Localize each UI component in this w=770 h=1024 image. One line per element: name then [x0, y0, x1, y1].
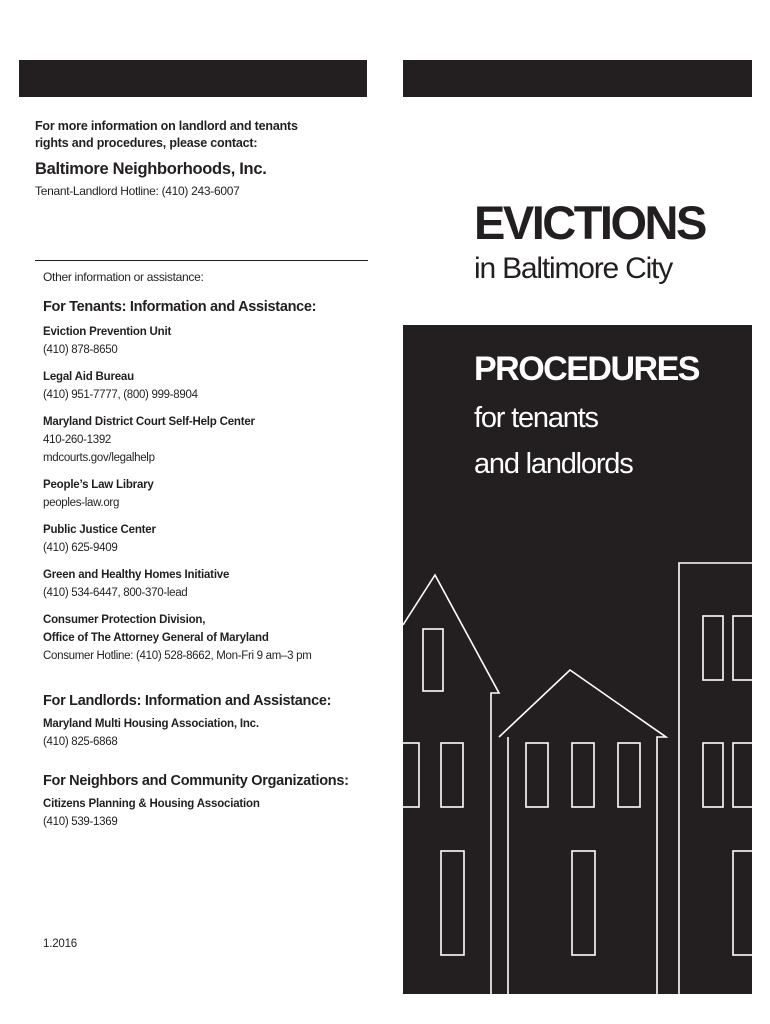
- entry-name: People’s Law Library: [43, 479, 154, 491]
- divider: [35, 260, 368, 261]
- entry-detail: (410) 878-8650: [43, 344, 118, 356]
- entry-detail: (410) 951-7777, (800) 999-8904: [43, 389, 198, 401]
- list-item: [43, 368, 363, 404]
- panel-subtitle-line2: and landlords: [474, 448, 633, 480]
- tenants-heading: For Tenants: Information and Assistance:: [43, 299, 317, 315]
- entry-name: Green and Healthy Homes Initiative: [43, 569, 230, 581]
- entry-name: Maryland Multi Housing Association, Inc.: [43, 718, 259, 730]
- contact-block: [35, 118, 375, 198]
- cover-panel: [403, 325, 752, 994]
- list-item: [43, 413, 363, 467]
- panel-title: PROCEDURES: [474, 350, 699, 388]
- list-item: [43, 715, 363, 751]
- entry-detail-url: mdcourts.gov/legalhelp: [43, 452, 155, 464]
- window: [703, 743, 723, 807]
- list-item: [43, 323, 363, 359]
- neighbors-heading: For Neighbors and Community Organizations:: [43, 773, 349, 789]
- entry-detail: (410) 534-6447, 800-370-lead: [43, 587, 188, 599]
- cover-title: EVICTIONS: [474, 196, 705, 249]
- entry-detail: (410) 539-1369: [43, 816, 118, 828]
- window: [441, 743, 463, 807]
- entry-name: Consumer Protection Division,: [43, 614, 206, 626]
- door: [733, 851, 752, 955]
- right-header-bar: [403, 60, 752, 97]
- list-item: [43, 521, 363, 557]
- window: [618, 743, 640, 807]
- contact-intro-line2: rights and procedures, please contact:: [35, 136, 258, 150]
- window: [572, 743, 594, 807]
- window: [403, 743, 419, 807]
- houses-illustration: [403, 325, 752, 994]
- left-header-bar: [19, 60, 367, 97]
- contact-hotline: Tenant-Landlord Hotline: (410) 243-6007: [35, 184, 240, 198]
- door: [441, 851, 464, 955]
- edition-date: 1.2016: [43, 938, 77, 950]
- door: [572, 851, 595, 955]
- middle-house-outline: [499, 670, 666, 994]
- window: [733, 743, 752, 807]
- contact-intro: [35, 118, 375, 152]
- entry-name-line2: Office of The Attorney General of Maryland: [43, 632, 269, 644]
- assistance-list: [43, 270, 363, 840]
- window: [733, 616, 752, 680]
- entry-detail-url: peoples-law.org: [43, 497, 120, 509]
- entry-name: Eviction Prevention Unit: [43, 326, 172, 338]
- list-item: [43, 566, 363, 602]
- entry-name: Maryland District Court Self-Help Center: [43, 416, 255, 428]
- list-item: [43, 476, 363, 512]
- entry-name: Legal Aid Bureau: [43, 371, 134, 383]
- entry-detail: 410-260-1392: [43, 434, 112, 446]
- cover-title-block: [474, 196, 754, 288]
- panel-subtitle-line1: for tenants: [474, 402, 598, 434]
- window: [423, 629, 443, 691]
- cover-subtitle: in Baltimore City: [474, 252, 672, 285]
- other-info-label: Other information or assistance:: [43, 270, 204, 284]
- entry-detail: Consumer Hotline: (410) 528-8662, Mon-Fri 9 am–3 pm: [43, 650, 312, 662]
- left-house-outline: [403, 575, 499, 994]
- list-item: [43, 611, 363, 665]
- tenants-entries: [43, 323, 363, 665]
- window: [526, 743, 548, 807]
- entry-detail: (410) 625-9409: [43, 542, 118, 554]
- contact-org-name: Baltimore Neighborhoods, Inc.: [35, 160, 267, 178]
- entry-name: Public Justice Center: [43, 524, 156, 536]
- right-building-outline: [679, 563, 752, 994]
- entry-name: Citizens Planning & Housing Association: [43, 798, 260, 810]
- landlords-heading: For Landlords: Information and Assistance:: [43, 693, 332, 709]
- contact-intro-line1: For more information on landlord and tenants: [35, 119, 298, 133]
- window: [703, 616, 723, 680]
- list-item: [43, 795, 363, 831]
- entry-detail: (410) 825-6868: [43, 736, 118, 748]
